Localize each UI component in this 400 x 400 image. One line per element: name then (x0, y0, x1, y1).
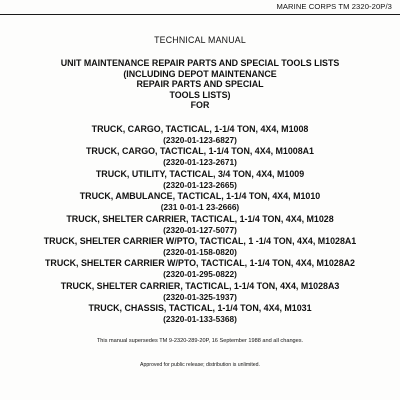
vehicle-nsn: (231 0-01-1 23-2666) (160, 202, 240, 213)
title-line: UNIT MAINTENANCE REPAIR PARTS AND SPECIAL TOOLS LISTS (60, 58, 340, 68)
manual-type-heading: TECHNICAL MANUAL (154, 35, 246, 45)
vehicle-entry (0, 281, 400, 303)
title-line: TOOLS LISTS) (169, 89, 231, 100)
vehicle-name: TRUCK, CARGO, TACTICAL, 1-1/4 TON, 4X4, M1008A1 (86, 146, 314, 157)
vehicle-nsn: (2320-01-325-1937) (163, 291, 237, 302)
vehicle-entry (0, 236, 400, 258)
vehicle-nsn: (2320-01-123-2665) (163, 179, 237, 190)
title-line: (INCLUDING DEPOT MAINTENANCE (123, 68, 277, 79)
header-divider (0, 14, 400, 15)
vehicle-entry (0, 258, 400, 280)
vehicle-name: TRUCK, UTILITY, TACTICAL, 3/4 TON, 4X4, M1009 (95, 168, 305, 179)
vehicle-nsn: (2320-01-295-0822) (163, 269, 237, 280)
vehicle-nsn: (2320-01-123-2671) (163, 157, 237, 168)
vehicle-entry (0, 191, 400, 213)
supersedes-notice: This manual supersedes TM 9-2320-289-20P, 16 September 1988 and all changes. (96, 338, 304, 344)
vehicle-name: TRUCK, SHELTER CARRIER, TACTICAL, 1-1/4 TON, 4X4, M1028A3 (60, 280, 340, 291)
vehicle-name: TRUCK, CARGO, TACTICAL, 1-1/4 TON, 4X4, M1008 (91, 124, 309, 134)
vehicle-nsn: (2320-01-127-5077) (163, 224, 237, 235)
vehicle-nsn: (2320-01-123-6827) (163, 135, 237, 145)
vehicle-entry (0, 124, 400, 146)
distribution-notice: Approved for public release; distribution is unlimited. (140, 362, 260, 368)
title-line: REPAIR PARTS AND SPECIAL (136, 79, 264, 90)
manual-title (0, 58, 400, 111)
vehicle-nsn: (2320-01-158-0820) (163, 247, 237, 258)
title-line: FOR (190, 100, 210, 111)
vehicle-entry (0, 303, 400, 325)
vehicle-nsn: (2320-01-133-5368) (163, 314, 237, 325)
vehicle-name: TRUCK, CHASSIS, TACTICAL, 1-1/4 TON, 4X4, M1031 (88, 303, 312, 314)
vehicle-name: TRUCK, AMBULANCE, TACTICAL, 1-1/4 TON, 4X4, M1010 (79, 191, 321, 202)
vehicle-entry (0, 214, 400, 236)
vehicle-name: TRUCK, SHELTER CARRIER W/PTO, TACTICAL, 1 -1/4 TON, 4X4, M1028A1 (43, 236, 357, 247)
document-id: MARINE CORPS TM 2320-20P/3 (276, 2, 392, 11)
vehicle-entry (0, 169, 400, 191)
vehicle-list (0, 124, 400, 326)
vehicle-name: TRUCK, SHELTER CARRIER, TACTICAL, 1-1/4 TON, 4X4, M1028 (66, 213, 334, 224)
vehicle-name: TRUCK, SHELTER CARRIER W/PTO, TACTICAL, 1-1/4 TON, 4X4, M1028A2 (44, 258, 355, 269)
vehicle-entry (0, 146, 400, 168)
